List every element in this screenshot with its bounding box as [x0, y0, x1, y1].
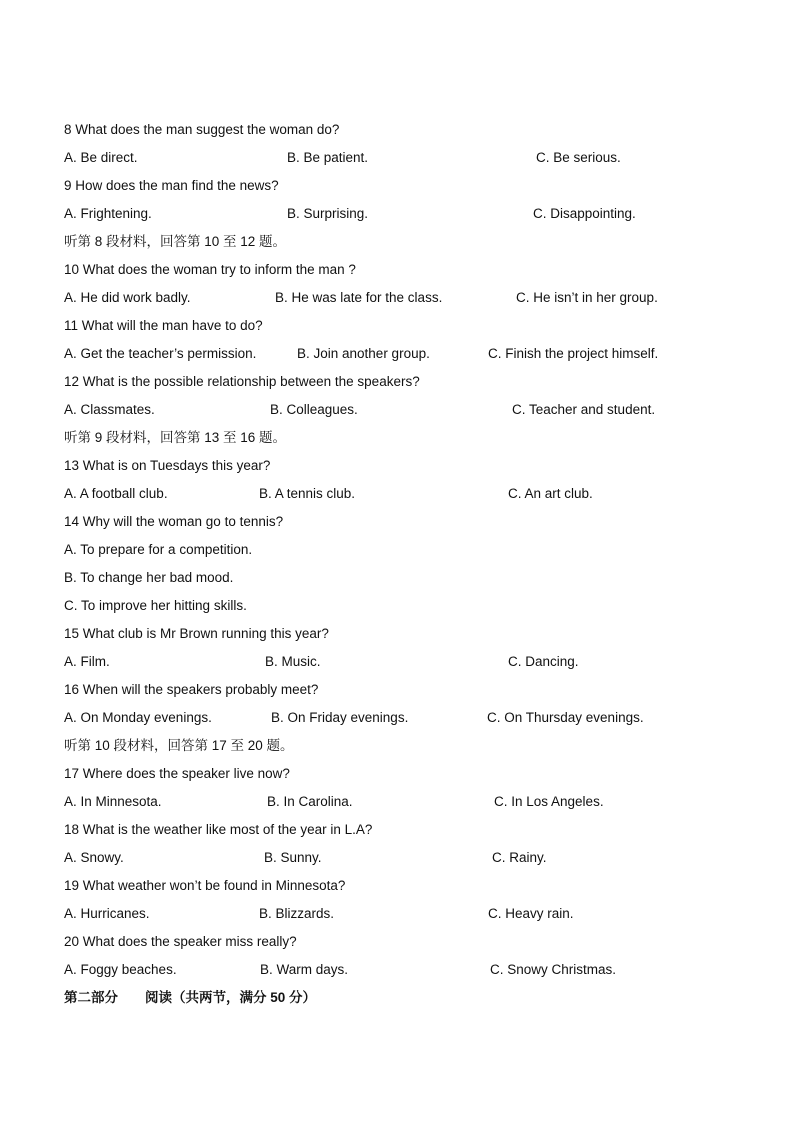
q9-option-b: B. Surprising. [287, 206, 369, 221]
q10-option-c: C. He isn’t in her group. [516, 290, 658, 305]
q19-option-a: A. Hurricanes. [64, 906, 150, 921]
q16-option-b: B. On Friday evenings. [271, 710, 409, 725]
q9-option-c: C. Disappointing. [533, 206, 636, 221]
q15-option-c: C. Dancing. [508, 654, 579, 669]
section-9-instruction: 听第 9 段材料，回答第 13 至 16 题。 [64, 430, 287, 445]
q19-option-c: C. Heavy rain. [488, 906, 574, 921]
question-8: 8 What does the man suggest the woman do? [64, 122, 340, 137]
q12-option-c: C. Teacher and student. [512, 402, 656, 417]
section-8-instruction: 听第 8 段材料，回答第 10 至 12 题。 [64, 234, 287, 249]
q20-option-a: A. Foggy beaches. [64, 962, 177, 977]
q15-option-b: B. Music. [265, 654, 321, 669]
question-17: 17 Where does the speaker live now? [64, 766, 290, 781]
q10-option-a: A. He did work badly. [64, 290, 191, 305]
q20-option-b: B. Warm days. [260, 962, 349, 977]
q8-option-c: C. Be serious. [536, 150, 621, 165]
question-11: 11 What will the man have to do? [64, 318, 263, 333]
q17-option-a: A. In Minnesota. [64, 794, 162, 809]
question-20: 20 What does the speaker miss really? [64, 934, 297, 949]
section-10-instruction: 听第 10 段材料，回答第 17 至 20 题。 [64, 738, 294, 753]
q11-option-a: A. Get the teacher’s permission. [64, 346, 257, 361]
q8-option-b: B. Be patient. [287, 150, 369, 165]
question-16: 16 When will the speakers probably meet? [64, 682, 319, 697]
q16-option-c: C. On Thursday evenings. [487, 710, 644, 725]
q19-option-b: B. Blizzards. [259, 906, 335, 921]
q13-option-a: A. A football club. [64, 486, 168, 501]
question-9: 9 How does the man find the news? [64, 178, 279, 193]
q11-option-b: B. Join another group. [297, 346, 430, 361]
question-10: 10 What does the woman try to inform the man ? [64, 262, 356, 277]
question-18: 18 What is the weather like most of the year in L.A? [64, 822, 373, 837]
question-12: 12 What is the possible relationship between the speakers? [64, 374, 420, 389]
q12-option-a: A. Classmates. [64, 402, 155, 417]
part-2-heading: 第二部分 阅读（共两节，满分 50 分） [64, 990, 317, 1005]
q15-option-a: A. Film. [64, 654, 110, 669]
q20-option-c: C. Snowy Christmas. [490, 962, 617, 977]
q18-option-b: B. Sunny. [264, 850, 322, 865]
q18-option-a: A. Snowy. [64, 850, 124, 865]
q10-option-b: B. He was late for the class. [275, 290, 443, 305]
q12-option-b: B. Colleagues. [270, 402, 358, 417]
q14-option-b: B. To change her bad mood. [64, 570, 234, 585]
q18-option-c: C. Rainy. [492, 850, 547, 865]
q9-option-a: A. Frightening. [64, 206, 152, 221]
q14-option-a: A. To prepare for a competition. [64, 542, 253, 557]
question-14: 14 Why will the woman go to tennis? [64, 514, 284, 529]
q11-option-c: C. Finish the project himself. [488, 346, 659, 361]
question-13: 13 What is on Tuesdays this year? [64, 458, 271, 473]
question-15: 15 What club is Mr Brown running this year? [64, 626, 329, 641]
q17-option-b: B. In Carolina. [267, 794, 353, 809]
question-19: 19 What weather won’t be found in Minnesota? [64, 878, 346, 893]
q14-option-c: C. To improve her hitting skills. [64, 598, 247, 613]
q8-option-a: A. Be direct. [64, 150, 138, 165]
q13-option-b: B. A tennis club. [259, 486, 356, 501]
q13-option-c: C. An art club. [508, 486, 593, 501]
q16-option-a: A. On Monday evenings. [64, 710, 212, 725]
q17-option-c: C. In Los Angeles. [494, 794, 604, 809]
